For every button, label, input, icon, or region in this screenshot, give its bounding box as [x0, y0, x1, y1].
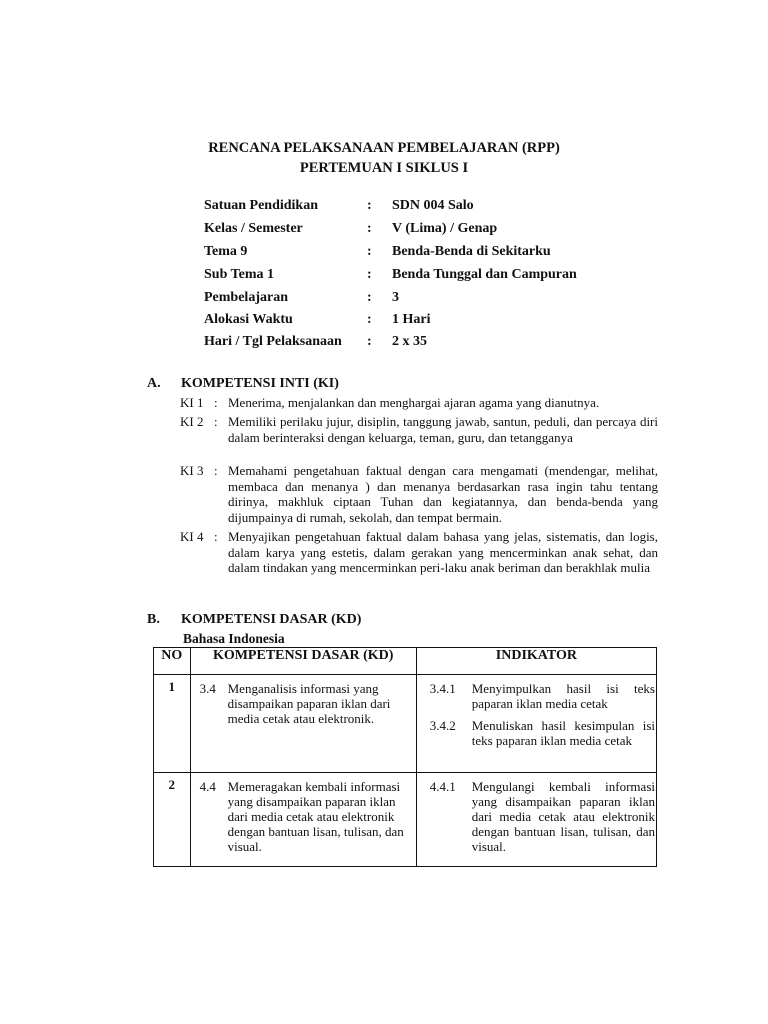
indicator-text: Menuliskan hasil kesimpulan isi teks paparan iklan media cetak [471, 718, 655, 748]
ki-item [180, 395, 658, 411]
identity-colon: : [367, 312, 372, 327]
header-no: NO [154, 648, 191, 675]
ki-item [180, 529, 658, 576]
identity-colon: : [367, 198, 372, 213]
kd-cell [190, 675, 416, 773]
identity-colon: : [367, 290, 372, 305]
identity-value: 1 Hari [392, 312, 431, 327]
indicator-text: Menyimpulkan hasil isi teks paparan iklan media cetak [471, 681, 655, 711]
ki-colon: : [214, 414, 218, 429]
identity-value: Benda Tunggal dan Campuran [392, 267, 577, 282]
document-subtitle: PERTEMUAN I SIKLUS I [299, 160, 469, 176]
ki-text: Memahami pengetahuan faktual dengan cara mengamati (mendengar, melihat, membaca dan menanya ) dan menanya berdasarkan rasa ingin tahu tentang dirinya, makhluk ciptaan Tuhan dan kegiatannya, dan benda-benda yang dijumpainya di rumah, sekolah, dan tempat bermain. [228, 463, 658, 525]
identity-label: Sub Tema 1 [204, 267, 275, 282]
indicator-text: Mengulangi kembali informasi yang disampaikan paparan iklan dari media cetak atau elektronik dengan bantuan lisan, tulisan, dan visual. [471, 779, 655, 854]
ki-colon: : [214, 529, 218, 544]
subject-label: Bahasa Indonesia [183, 631, 285, 646]
section-b-title: KOMPETENSI DASAR (KD) [181, 612, 362, 627]
identity-value: V (Lima) / Genap [392, 221, 498, 236]
ki-label: KI 2 [180, 414, 204, 429]
ki-text: Menyajikan pengetahuan faktual dalam bahasa yang jelas, sistematis, dan logis, dalam karya yang estetis, dalam gerakan yang mencerminkan anak sehat, dan dalam tindakan yang mencerminkan peri-laku anak beriman dan berakhlak mulia [228, 529, 658, 575]
kd-number: 3.4 [199, 681, 216, 696]
indicator-number: 3.4.2 [429, 718, 456, 733]
identity-label: Alokasi Waktu [204, 312, 293, 327]
identity-colon: : [367, 244, 372, 259]
identity-value: 3 [392, 290, 399, 305]
table-row [154, 773, 657, 867]
indicator-number: 4.4.1 [429, 779, 456, 794]
kd-text: Menganalisis informasi yang disampaikan paparan iklan dari media cetak atau elektronik. [227, 681, 391, 726]
kd-cell [190, 773, 416, 867]
section-b-letter: B. [147, 612, 160, 627]
ki-text: Memiliki perilaku jujur, disiplin, tanggung jawab, santun, peduli, dan percaya diri dalam berinteraksi dengan keluarga, teman, guru, dan tetangganya [228, 414, 658, 445]
indicator-cell [416, 675, 656, 773]
ki-label: KI 3 [180, 463, 204, 478]
indicator-item [430, 681, 655, 711]
kd-table [153, 647, 657, 867]
section-a-letter: A. [147, 376, 161, 391]
identity-value: SDN 004 Salo [392, 198, 474, 213]
ki-text: Menerima, menjalankan dan menghargai ajaran agama yang dianutnya. [228, 395, 600, 410]
kd-text: Memeragakan kembali informasi yang disampaikan paparan iklan dari media cetak atau elektronik dengan bantuan lisan, tulisan, dan visual. [227, 779, 404, 854]
identity-colon: : [367, 334, 372, 349]
identity-colon: : [367, 267, 372, 282]
identity-value: Benda-Benda di Sekitarku [392, 244, 551, 259]
ki-colon: : [214, 463, 218, 478]
header-indikator: INDIKATOR [416, 648, 656, 675]
kd-number: 4.4 [199, 779, 216, 794]
identity-label: Kelas / Semester [204, 221, 303, 236]
identity-label: Hari / Tgl Pelaksanaan [204, 334, 342, 349]
row-number: 2 [154, 773, 191, 867]
ki-item [180, 414, 658, 445]
table-row [154, 675, 657, 773]
indicator-cell [416, 773, 656, 867]
indicator-item [430, 779, 655, 854]
header-kd: KOMPETENSI DASAR (KD) [190, 648, 416, 675]
document-title: RENCANA PELAKSANAAN PEMBELAJARAN (RPP) [208, 140, 560, 156]
ki-label: KI 1 [180, 395, 204, 410]
row-number: 1 [154, 675, 191, 773]
identity-label: Tema 9 [204, 244, 248, 259]
identity-label: Pembelajaran [204, 290, 288, 305]
ki-colon: : [214, 395, 218, 410]
identity-value: 2 x 35 [392, 334, 427, 349]
table-header-row [154, 648, 657, 675]
identity-label: Satuan Pendidikan [204, 198, 318, 213]
indicator-item [430, 718, 655, 748]
section-a-title: KOMPETENSI INTI (KI) [181, 376, 339, 391]
ki-label: KI 4 [180, 529, 204, 544]
indicator-number: 3.4.1 [429, 681, 456, 696]
ki-item [180, 463, 658, 525]
identity-colon: : [367, 221, 372, 236]
